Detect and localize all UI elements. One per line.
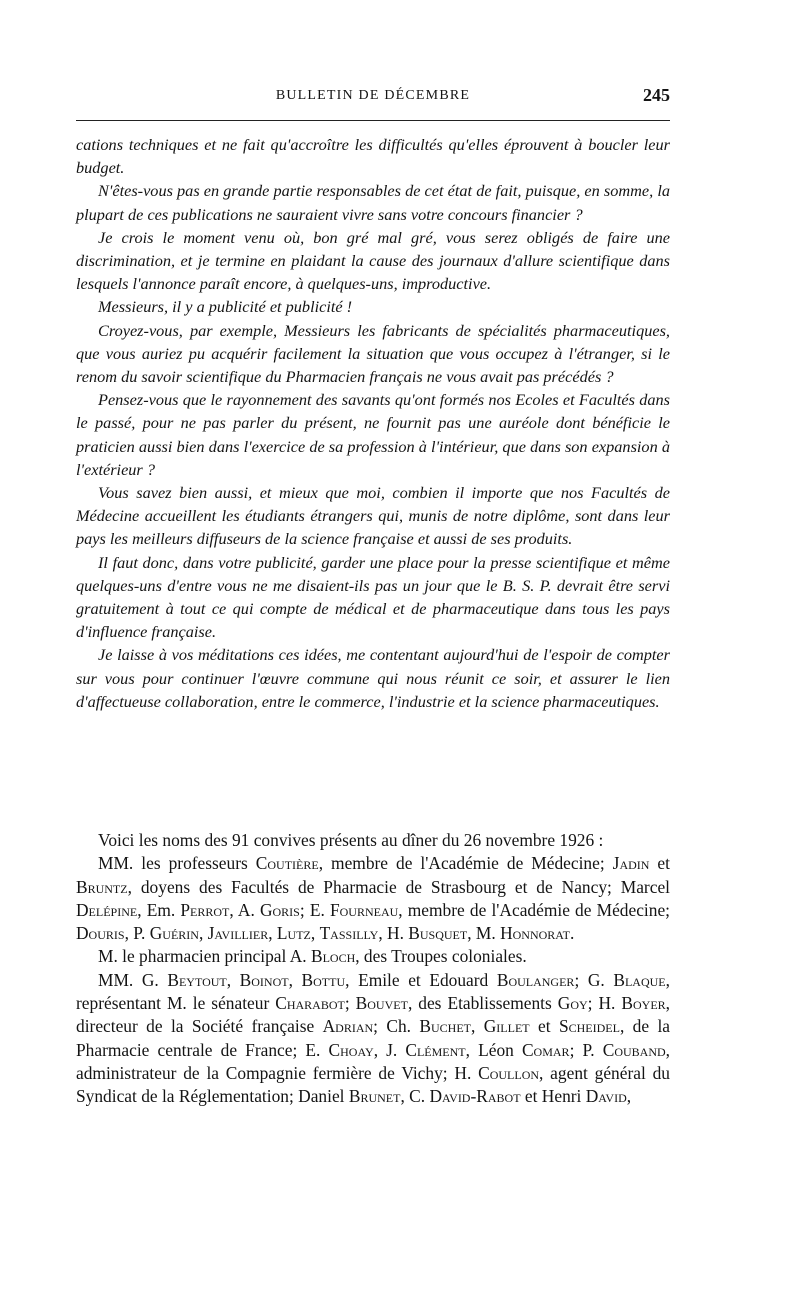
text-run: ; xyxy=(344,993,356,1014)
speech-paragraph: Messieurs, il y a publicité et publicité ! xyxy=(98,297,353,317)
page-number: 245 xyxy=(643,85,670,105)
text-run: , des Etablissements xyxy=(407,993,558,1014)
guest-paragraph xyxy=(76,945,670,968)
guest-paragraph xyxy=(76,852,670,945)
guest-name: Bloch xyxy=(310,946,356,967)
guest-name: Goris xyxy=(259,899,300,920)
guest-name: Adrian xyxy=(322,1016,374,1037)
guest-name: Comar xyxy=(521,1039,570,1060)
text-run: , xyxy=(310,923,320,944)
text-run: , agent général du Syndicat de la Réglementation; Daniel xyxy=(76,1062,670,1107)
text-run: , H. xyxy=(378,923,409,944)
speech-paragraph: Croyez-vous, par exemple, Messieurs les fabricants de spécialités pharmaceutiques, que vous auriez pu acquérir facilement la situation que vous occupez à l'étranger, si le renom du savoir scientifique du Pharmacien français ne vous avait pas précédés ? xyxy=(76,320,670,387)
guest-name: Gillet xyxy=(483,1016,530,1037)
speech-paragraph-continued: cations techniques et ne fait qu'accroître les difficultés qu'elles éprouvent à boucler leur budget. xyxy=(76,135,670,178)
text-run: , xyxy=(226,969,240,990)
guest-name: Perrot xyxy=(180,899,230,920)
guest-name: Boulanger xyxy=(496,969,575,990)
guest-name: David xyxy=(585,1086,627,1107)
text-run: , Em. xyxy=(137,899,181,920)
text-run: ; E. xyxy=(299,899,330,920)
guest-name: Bouvet xyxy=(355,993,408,1014)
guest-name: Jadin xyxy=(612,853,650,874)
text-run: M. le pharmacien principal A. xyxy=(98,946,311,967)
guest-name: Choay xyxy=(328,1039,374,1060)
guest-name: Brunet xyxy=(348,1086,401,1107)
guest-name: Couband xyxy=(602,1039,666,1060)
text-run: , représentant M. le sénateur xyxy=(76,969,670,1014)
guest-name: Buchet xyxy=(419,1016,471,1037)
text-run: et xyxy=(529,1016,559,1037)
text-run: , membre de l'Académie de Médecine; xyxy=(398,899,670,920)
text-run: , de la Pharmacie centrale de France; E. xyxy=(76,1016,671,1060)
guest-name: Douris xyxy=(76,923,125,944)
text-run: MM. les professeurs xyxy=(98,853,256,874)
guest-name: Fourneau xyxy=(329,899,399,920)
text-run: , A. xyxy=(229,899,260,920)
text-run: MM. G. xyxy=(98,969,168,990)
text-run: , administrateur de la Compagnie fermière de Vichy; H. xyxy=(76,1039,671,1083)
speech-paragraph: Pensez-vous que le rayonnement des savants qu'ont formés nos Ecoles et Facultés dans le passé, pour ne pas parler du présent, ne fournit pas une auréole dont bénéficie le praticien aussi bien dans l'exercice de sa profession à l'intérieur, que dans son expansion à l'extérieur ? xyxy=(76,390,670,479)
speech-text xyxy=(76,133,670,713)
speech-paragraph: Il faut donc, dans votre publicité, garder une place pour la presse scientifique et même quelques-uns d'entre vous ne me disaient-ils pas un jour que le B. S. P. devrait être servi gratuitement à tout ce qui compte de médical et de pharmaceutique dans tous les pays d'influence française. xyxy=(76,552,670,642)
guest-name: Lutz xyxy=(276,923,311,944)
header-rule xyxy=(76,120,670,121)
guest-name: Busquet xyxy=(408,923,468,944)
speech-paragraph: Je crois le moment venu où, bon gré mal gré, vous serez obligés de faire une discrimination, et je termine en plaidant la cause des journaux d'allure scientifique dans lesquels l'annonce paraît encore, à quelques-uns, improductive. xyxy=(76,227,670,294)
guest-name: Scheidel xyxy=(558,1016,620,1037)
text-run: , membre de l'Académie de Médecine; xyxy=(318,853,613,874)
guest-name: Guérin xyxy=(149,923,199,944)
guest-name: Honnorat xyxy=(500,923,570,944)
guest-paragraph xyxy=(76,969,670,1109)
text-run: , M. xyxy=(467,923,501,944)
text-run: , P. xyxy=(124,923,150,944)
text-run: ; Ch. xyxy=(373,1016,420,1037)
text-run: et xyxy=(649,853,670,874)
running-title: BULLETIN DE DÉCEMBRE xyxy=(275,88,471,103)
guest-name: Goy xyxy=(557,993,588,1014)
guest-name: Bruntz xyxy=(76,876,128,897)
guest-name: Blaque xyxy=(613,969,666,990)
guest-list xyxy=(76,829,670,1109)
guest-name: Bottu xyxy=(301,969,346,990)
guest-name: Coullon xyxy=(478,1062,540,1083)
guest-name: Boyer xyxy=(621,993,666,1014)
guest-name: Boinot xyxy=(239,969,289,990)
guest-name: David-Rabot xyxy=(429,1086,521,1107)
text-run: , xyxy=(198,923,208,944)
text-run: , J. xyxy=(373,1039,406,1060)
guest-name: Coutière xyxy=(255,853,319,874)
page-header xyxy=(76,86,670,110)
speech-paragraph: N'êtes-vous pas en grande partie responsables de cet état de fait, puisque, en somme, la plupart de ces publications ne sauraient vivre sans votre concours financier ? xyxy=(76,181,670,224)
speech-paragraph: Je laisse à vos méditations ces idées, me contentant aujourd'hui de l'espoir de compter sur vous pour continuer l'œuvre commune qui nous réunit ce soir, et assurer le lien d'affectueuse collaboration, entre le commerce, l'industrie et la science pharmaceutiques. xyxy=(76,645,670,711)
text-run: ; P. xyxy=(569,1039,603,1060)
text-run: , doyens des Facultés de Pharmacie de Strasbourg et de Nancy; Marcel xyxy=(127,876,670,897)
text-run: , xyxy=(268,923,277,944)
text-run: . xyxy=(569,923,575,944)
guest-name: Charabot xyxy=(275,993,345,1014)
text-run: et Henri xyxy=(520,1086,586,1107)
guest-list-intro: Voici les noms des 91 convives présents au dîner du 26 novembre 1926 : xyxy=(98,830,604,850)
text-run: , xyxy=(471,1016,484,1037)
text-run: , C. xyxy=(400,1086,430,1107)
guest-name: Beytout xyxy=(167,969,227,990)
text-run: ; G. xyxy=(574,969,614,990)
guest-name: Tassilly xyxy=(319,923,379,944)
text-run: , xyxy=(288,969,302,990)
text-run: ; H. xyxy=(587,993,622,1014)
guest-name: Clément xyxy=(405,1039,466,1060)
guest-name: Javillier xyxy=(207,923,269,944)
text-run: , Léon xyxy=(465,1039,522,1060)
speech-paragraph: Vous savez bien aussi, et mieux que moi, combien il importe que nos Facultés de Médecine accueillent les étudiants étrangers qui, munis de notre diplôme, sont dans leur pays les meilleurs diffuseurs de la science française et aussi de ses produits. xyxy=(76,483,670,549)
text-run: , des Troupes coloniales. xyxy=(355,946,527,967)
guest-name: Delépine xyxy=(76,899,138,920)
text-run: , xyxy=(626,1086,632,1107)
text-run: , Emile et Edouard xyxy=(345,969,497,990)
text-run: , directeur de la Société française xyxy=(76,993,671,1037)
